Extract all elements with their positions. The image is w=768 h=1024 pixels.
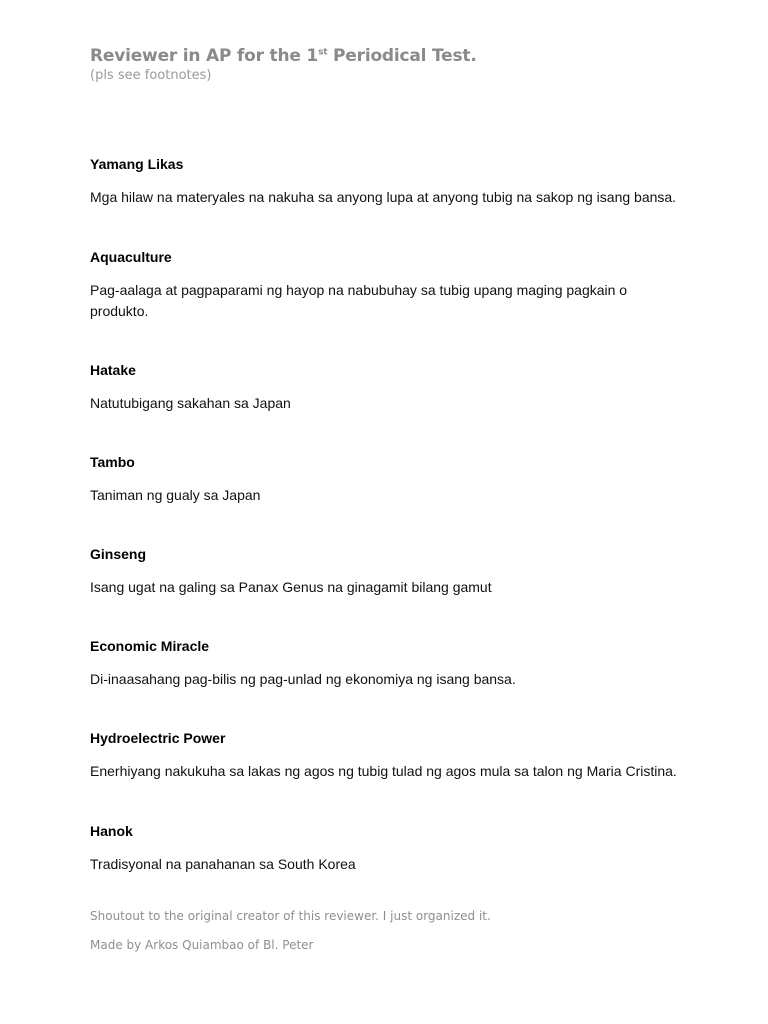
glossary-term: Economic Miracle bbox=[90, 638, 210, 654]
glossary-definition: Mga hilaw na materyales na nakuha sa anyong lupa at anyong tubig na sakop ng isang bansa. bbox=[90, 189, 677, 205]
glossary-entry-hatake bbox=[90, 361, 690, 414]
glossary-definition: Tradisyonal na panahanan sa South Korea bbox=[90, 856, 356, 872]
page-title-main: Reviewer in AP for the 1 bbox=[90, 46, 319, 66]
glossary-term: Hatake bbox=[90, 362, 136, 378]
glossary-term: Ginseng bbox=[90, 546, 147, 562]
page-title bbox=[90, 44, 690, 68]
glossary-definition: Di-inaasahang pag-bilis ng pag-unlad ng ekonomiya ng isang bansa. bbox=[90, 671, 516, 687]
footnotes bbox=[90, 908, 690, 953]
document-header bbox=[90, 44, 690, 84]
glossary-definition: Natutubigang sakahan sa Japan bbox=[90, 395, 291, 411]
glossary-definition: Pag-aalaga at pagpaparami ng hayop na nabubuhay sa tubig upang maging pagkain o produkto. bbox=[90, 282, 628, 319]
glossary-definition: Taniman ng gualy sa Japan bbox=[90, 487, 261, 503]
glossary-term: Hydroelectric Power bbox=[90, 730, 226, 746]
glossary-entry-hanok bbox=[90, 822, 690, 875]
footnote-author: Made by Arkos Quiambao of Bl. Peter bbox=[90, 938, 314, 952]
page-title-rest: Periodical Test. bbox=[327, 46, 477, 66]
glossary-entry-yamang-likas bbox=[90, 155, 690, 208]
footnote-credit: Shoutout to the original creator of this reviewer. I just organized it. bbox=[90, 909, 491, 923]
glossary-term: Yamang Likas bbox=[90, 156, 184, 172]
glossary-definition: Isang ugat na galing sa Panax Genus na ginagamit bilang gamut bbox=[90, 579, 492, 595]
glossary-entry-ginseng bbox=[90, 545, 690, 598]
page-title-superscript: st bbox=[318, 47, 328, 58]
page-subtitle: (pls see footnotes) bbox=[90, 68, 212, 83]
glossary-entry-tambo bbox=[90, 453, 690, 506]
glossary-entry-hydroelectric-power bbox=[90, 729, 690, 782]
glossary-term: Tambo bbox=[90, 454, 135, 470]
glossary-term: Hanok bbox=[90, 823, 133, 839]
glossary-term: Aquaculture bbox=[90, 249, 172, 265]
glossary-definition: Enerhiyang nakukuha sa lakas ng agos ng tubig tulad ng agos mula sa talon ng Maria Cristina. bbox=[90, 763, 677, 779]
glossary-entry-aquaculture bbox=[90, 248, 690, 322]
glossary-entry-economic-miracle bbox=[90, 637, 690, 690]
